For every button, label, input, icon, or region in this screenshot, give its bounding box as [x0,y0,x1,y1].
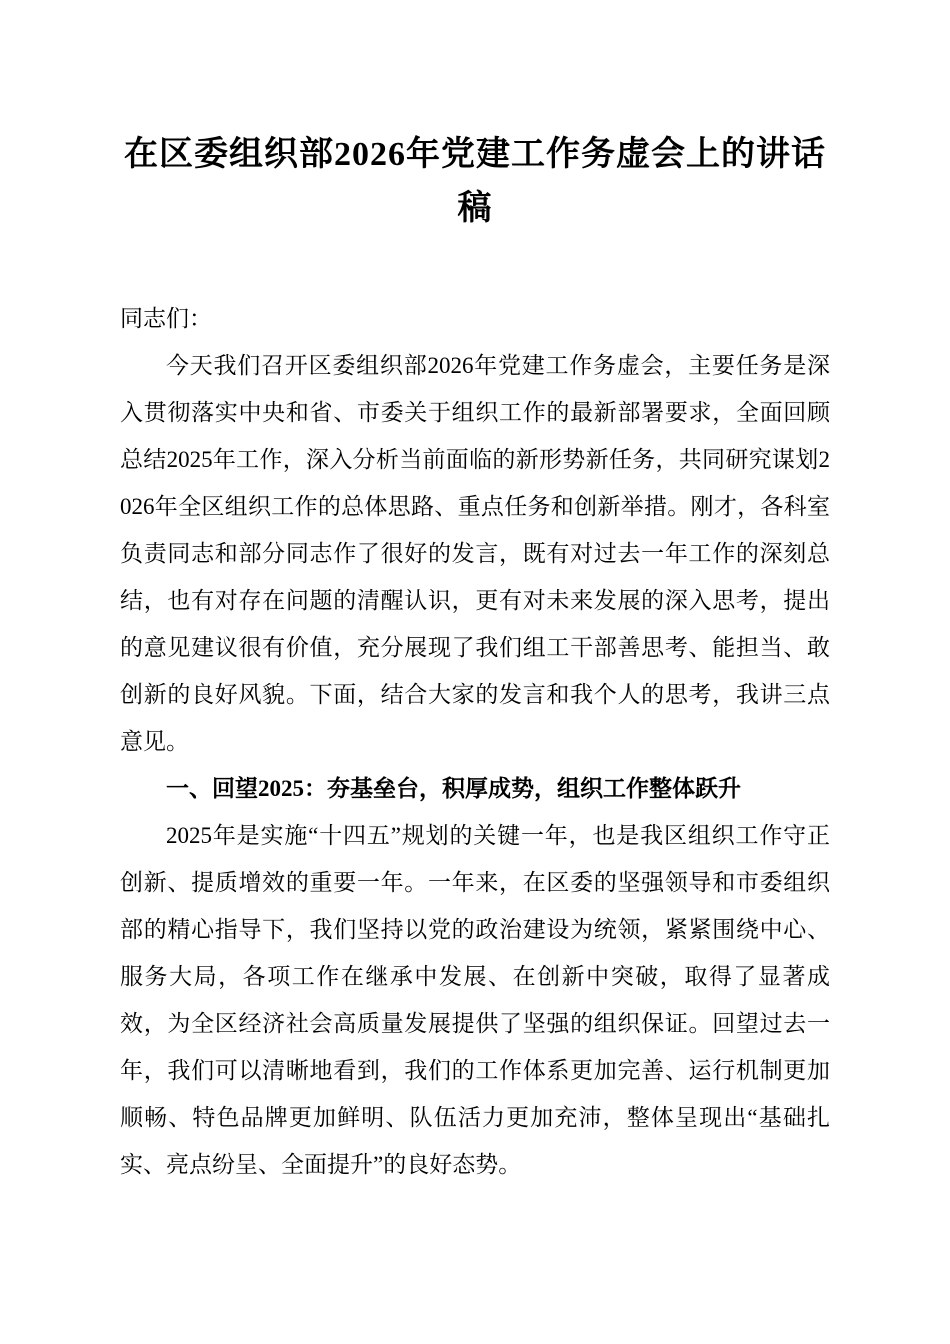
paragraph-intro: 今天我们召开区委组织部2026年党建工作务虚会，主要任务是深入贯彻落实中央和省、市委关于组织工作的最新部署要求，全面回顾总结2025年工作，深入分析当前面临的新形势新任务，共同研究谋划2026年全区组织工作的总体思路、重点任务和创新举措。刚才，各科室负责同志和部分同志作了很好的发言，既有对过去一年工作的深刻总结，也有对存在问题的清醒认识，更有对未来发展的深入思考，提出的意见建议很有价值，充分展现了我们组工干部善思考、能担当、敢创新的良好风貌。下面，结合大家的发言和我个人的思考，我讲三点意见。 [120,352,830,754]
section-heading-1: 一、回望2025：夯基垒台，积厚成势，组织工作整体跃升 [166,775,741,801]
salutation: 同志们： [120,305,212,331]
document-title: 在区委组织部2026年党建工作务虚会上的讲话稿 [124,136,826,228]
paragraph-section-1: 2025年是实施“十四五”规划的关键一年，也是我区组织工作守正创新、提质增效的重要一年。一年来，在区委的坚强领导和市委组织部的精心指导下，我们坚持以党的政治建设为统领，紧紧围绕中心、服务大局，各项工作在继承中发展、在创新中突破，取得了显著成效，为全区经济社会高质量发展提供了坚强的组织保证。回望过去一年，我们可以清晰地看到，我们的工作体系更加完善、运行机制更加顺畅、特色品牌更加鲜明、队伍活力更加充沛，整体呈现出“基础扎实、亮点纷呈、全面提升”的良好态势。 [120,822,830,1177]
